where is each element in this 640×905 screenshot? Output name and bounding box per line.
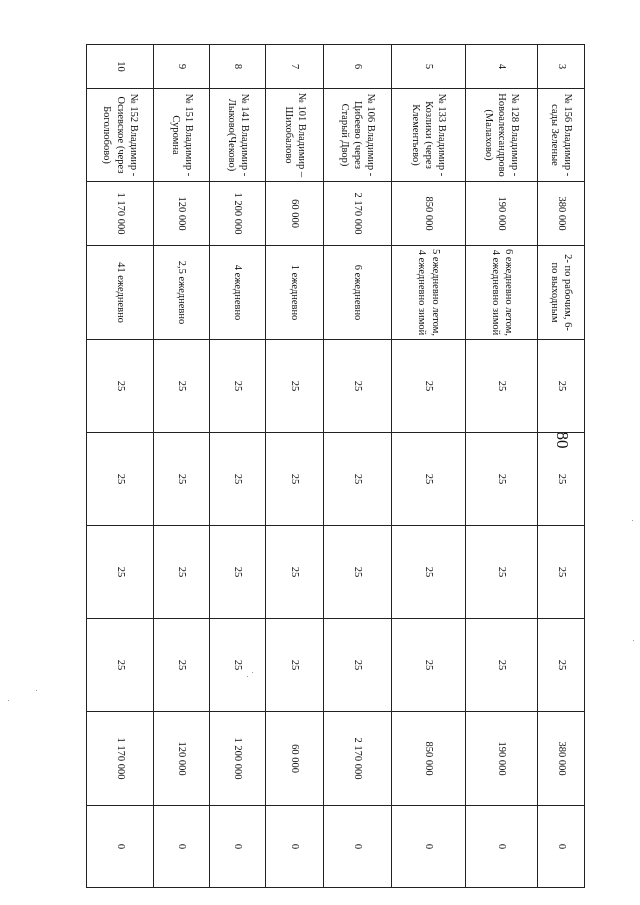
value-c2-cell: 25: [391, 433, 465, 526]
value-zero-cell: 0: [266, 806, 323, 888]
value-c4-cell: 25: [391, 619, 465, 712]
value-c4-cell: 25: [153, 619, 209, 712]
row-number-cell: 4: [466, 45, 538, 89]
route-name-cell: № 128 Владимир - Новоалександрово (Малахово): [466, 89, 538, 182]
value-c1-cell: 25: [391, 340, 465, 433]
value-a-cell: 1 200 000: [210, 182, 266, 246]
value-c3-cell: 25: [266, 526, 323, 619]
value-c2-cell: 25: [210, 433, 266, 526]
value-zero-cell: 0: [87, 806, 154, 888]
value-b-cell: 120 000: [153, 712, 209, 806]
value-c4-cell: 25: [87, 619, 154, 712]
value-c2-cell: 25: [323, 433, 391, 526]
table-row: [466, 45, 538, 888]
value-c4-cell: 25: [538, 619, 585, 712]
value-c2-cell: 25: [153, 433, 209, 526]
value-a-cell: 60 000: [266, 182, 323, 246]
value-c3-cell: 25: [391, 526, 465, 619]
table-row: [323, 45, 391, 888]
table-row: [266, 45, 323, 888]
value-a-cell: 120 000: [153, 182, 209, 246]
value-c2-cell: 25: [87, 433, 154, 526]
table-body: [87, 45, 585, 888]
value-c4-cell: 25: [266, 619, 323, 712]
value-c2-cell: 25: [466, 433, 538, 526]
value-zero-cell: 0: [466, 806, 538, 888]
value-c3-cell: 25: [538, 526, 585, 619]
value-zero-cell: 0: [391, 806, 465, 888]
value-b-cell: 1 170 000: [87, 712, 154, 806]
value-c1-cell: 25: [538, 340, 585, 433]
frequency-cell: 6 ежедневно летом, 4 ежедневно зимой: [466, 246, 538, 340]
page-number: 80: [553, 431, 572, 449]
value-a-cell: 380 000: [538, 182, 585, 246]
table-wrapper: [86, 44, 585, 887]
value-b-cell: 1 200 000: [210, 712, 266, 806]
value-c1-cell: 25: [153, 340, 209, 433]
value-c1-cell: 25: [266, 340, 323, 433]
value-c3-cell: 25: [153, 526, 209, 619]
value-b-cell: 2 170 000: [323, 712, 391, 806]
value-a-cell: 190 000: [466, 182, 538, 246]
value-zero-cell: 0: [153, 806, 209, 888]
table-row: [153, 45, 209, 888]
route-name-cell: № 106 Владимир - Цибеево (через Старый Двор): [323, 89, 391, 182]
value-c4-cell: 25: [466, 619, 538, 712]
frequency-cell: 2,5 ежедневно: [153, 246, 209, 340]
table-row: [391, 45, 465, 888]
row-number-cell: 3: [538, 45, 585, 89]
value-b-cell: 380 000: [538, 712, 585, 806]
value-zero-cell: 0: [323, 806, 391, 888]
value-c1-cell: 25: [87, 340, 154, 433]
value-c3-cell: 25: [87, 526, 154, 619]
value-c3-cell: 25: [323, 526, 391, 619]
value-c3-cell: 25: [466, 526, 538, 619]
route-name-cell: № 156 Владимир - сады Зеленые: [538, 89, 585, 182]
row-number-cell: 5: [391, 45, 465, 89]
value-c1-cell: 25: [323, 340, 391, 433]
route-name-cell: № 141 Владимир - Лыково(Чеково): [210, 89, 266, 182]
value-c3-cell: 25: [210, 526, 266, 619]
frequency-cell: 41 ежедневно: [87, 246, 154, 340]
route-name-cell: № 101 Владимир – Шихобалово: [266, 89, 323, 182]
value-c2-cell: 25: [266, 433, 323, 526]
value-zero-cell: 0: [210, 806, 266, 888]
row-number-cell: 9: [153, 45, 209, 89]
value-b-cell: 60 000: [266, 712, 323, 806]
frequency-cell: 4 ежедневно: [210, 246, 266, 340]
value-a-cell: 1 170 000: [87, 182, 154, 246]
row-number-cell: 7: [266, 45, 323, 89]
route-name-cell: № 152 Владимир - Осиевское (через Боголюбово): [87, 89, 154, 182]
route-table: [86, 44, 585, 888]
frequency-cell: 6 ежедневно: [323, 246, 391, 340]
value-c4-cell: 25: [210, 619, 266, 712]
frequency-cell: 1 ежедневно: [266, 246, 323, 340]
row-number-cell: 10: [87, 45, 154, 89]
value-c2-cell: 25: [538, 433, 585, 526]
value-c4-cell: 25: [323, 619, 391, 712]
route-name-cell: № 151 Владимир - Суромна: [153, 89, 209, 182]
table-row: [210, 45, 266, 888]
table-row: [87, 45, 154, 888]
value-c1-cell: 25: [466, 340, 538, 433]
frequency-cell: 2- по рабочим, 6- по выходным: [538, 246, 585, 340]
value-zero-cell: 0: [538, 806, 585, 888]
table-row: [538, 45, 585, 888]
route-name-cell: № 133 Владимир - Козлики (через Клементьево): [391, 89, 465, 182]
value-a-cell: 2 170 000: [323, 182, 391, 246]
row-number-cell: 8: [210, 45, 266, 89]
frequency-cell: 5 ежедневно летом, 4 ежедневно зимой: [391, 246, 465, 340]
value-c1-cell: 25: [210, 340, 266, 433]
value-a-cell: 850 000: [391, 182, 465, 246]
value-b-cell: 190 000: [466, 712, 538, 806]
row-number-cell: 6: [323, 45, 391, 89]
value-b-cell: 850 000: [391, 712, 465, 806]
